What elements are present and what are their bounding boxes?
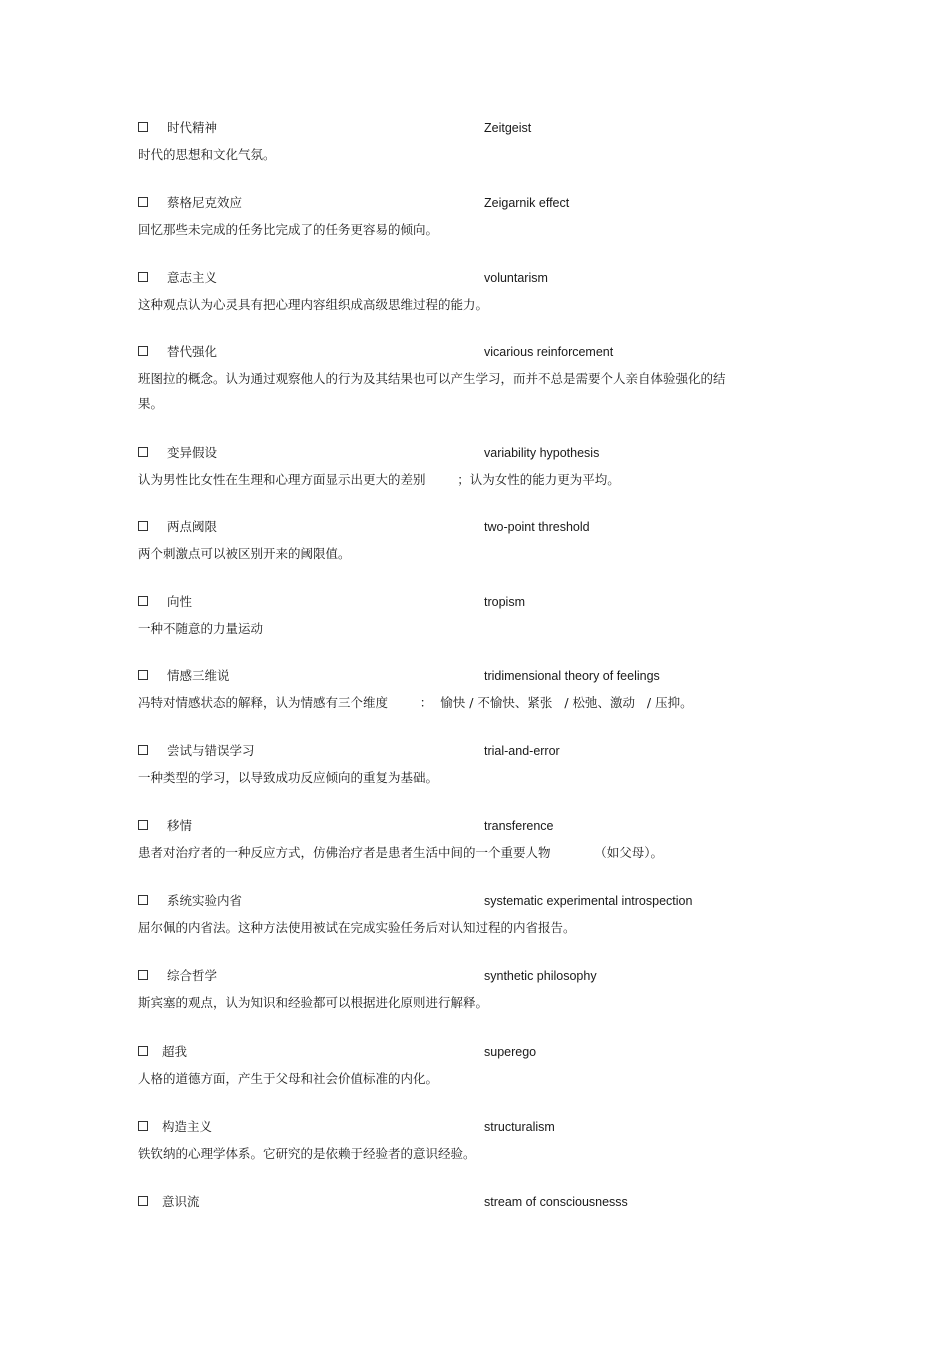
term-line: [138, 342, 778, 362]
checkbox-icon: [138, 122, 148, 132]
term-line: [138, 1042, 778, 1062]
glossary-entry-two-point-threshold: [138, 517, 778, 566]
definition: 班图拉的概念。认为通过观察他人的行为及其结果也可以产生学习，而并不总是需要个人亲自体验强化的结 果。: [138, 371, 726, 411]
definition: 这种观点认为心灵具有把心理内容组织成高级思维过程的能力。: [138, 297, 489, 312]
glossary-entry-tridimensional-theory: [138, 666, 778, 715]
glossary-entry-zeitgeist: [138, 118, 778, 167]
glossary-entry-transference: [138, 816, 778, 865]
english-term: superego: [484, 1045, 537, 1059]
glossary-entry-voluntarism: [138, 268, 778, 317]
checkbox-icon: [138, 670, 148, 680]
term-line: [138, 666, 778, 686]
definition: 斯宾塞的观点，认为知识和经验都可以根据进化原则进行解释。: [138, 995, 489, 1010]
english-term: two-point threshold: [484, 520, 590, 534]
chinese-term: 系统实验内省: [167, 893, 243, 908]
checkbox-icon: [138, 596, 148, 606]
term-line: [138, 517, 778, 537]
english-term: synthetic philosophy: [484, 969, 597, 983]
glossary-entry-synthetic-philosophy: [138, 966, 778, 1015]
definition: 一种不随意的力量运动: [138, 621, 264, 636]
term-line: [138, 1192, 778, 1212]
checkbox-icon: [138, 1121, 148, 1131]
english-term: trial-and-error: [484, 744, 560, 758]
checkbox-icon: [138, 970, 148, 980]
glossary-entry-trial-and-error: [138, 741, 778, 790]
glossary-entry-structuralism: [138, 1117, 778, 1166]
checkbox-icon: [138, 197, 148, 207]
definition: 两个刺激点可以被区别开来的阈限值。: [138, 546, 351, 561]
term-line: [138, 443, 778, 463]
chinese-term: 情感三维说: [167, 668, 230, 683]
term-line: [138, 592, 778, 612]
term-line: [138, 268, 778, 288]
definition: 时代的思想和文化气氛。: [138, 147, 276, 162]
chinese-term: 移情: [167, 818, 193, 833]
definition: 患者对治疗者的一种反应方式，仿佛治疗者是患者生活中间的一个重要人物 （如父母）。: [138, 845, 663, 860]
chinese-term: 超我: [162, 1044, 188, 1059]
term-line: [138, 741, 778, 761]
checkbox-icon: [138, 346, 148, 356]
english-term: tropism: [484, 595, 525, 609]
checkbox-icon: [138, 272, 148, 282]
checkbox-icon: [138, 820, 148, 830]
english-term: stream of consciousnesss: [484, 1195, 628, 1209]
chinese-term: 变异假设: [167, 445, 218, 460]
checkbox-icon: [138, 745, 148, 755]
checkbox-icon: [138, 895, 148, 905]
chinese-term: 时代精神: [167, 120, 218, 135]
glossary-entry-tropism: [138, 592, 778, 641]
definition: 屈尔佩的内省法。这种方法使用被试在完成实验任务后对认知过程的内省报告。: [138, 920, 576, 935]
english-term: Zeitgeist: [484, 121, 532, 135]
english-term: structuralism: [484, 1120, 555, 1134]
definition: 人格的道德方面，产生于父母和社会价值标准的内化。: [138, 1071, 439, 1086]
term-line: [138, 193, 778, 213]
term-line: [138, 1117, 778, 1137]
term-line: [138, 118, 778, 138]
english-term: vicarious reinforcement: [484, 345, 614, 359]
term-line: [138, 966, 778, 986]
chinese-term: 替代强化: [167, 344, 218, 359]
checkbox-icon: [138, 521, 148, 531]
definition: 冯特对情感状态的解释，认为情感有三个维度 ： 愉快 / 不愉快、紧张 / 松弛、激动 / 压抑。: [138, 695, 693, 710]
english-term: systematic experimental introspection: [484, 894, 693, 908]
chinese-term: 综合哲学: [167, 968, 218, 983]
glossary-entry-variability-hypothesis: [138, 443, 778, 492]
chinese-term: 蔡格尼克效应: [167, 195, 243, 210]
glossary-entry-stream-of-consciousness: [138, 1192, 778, 1212]
glossary-entry-zeigarnik: [138, 193, 778, 242]
chinese-term: 意志主义: [167, 270, 218, 285]
english-term: transference: [484, 819, 554, 833]
chinese-term: 构造主义: [162, 1119, 213, 1134]
definition: 一种类型的学习，以导致成功反应倾向的重复为基础。: [138, 770, 439, 785]
english-term: voluntarism: [484, 271, 548, 285]
english-term: Zeigarnik effect: [484, 196, 570, 210]
glossary-entry-superego: [138, 1042, 778, 1091]
checkbox-icon: [138, 1196, 148, 1206]
glossary-entry-systematic-experimental-introspection: [138, 891, 778, 940]
checkbox-icon: [138, 1046, 148, 1056]
english-term: tridimensional theory of feelings: [484, 669, 660, 683]
definition: 认为男性比女性在生理和心理方面显示出更大的差别 ；认为女性的能力更为平均。: [138, 472, 620, 487]
chinese-term: 尝试与错误学习: [167, 743, 255, 758]
term-line: [138, 891, 778, 911]
english-term: variability hypothesis: [484, 446, 600, 460]
term-line: [138, 816, 778, 836]
chinese-term: 意识流: [162, 1194, 200, 1209]
definition: 铁钦纳的心理学体系。它研究的是依赖于经验者的意识经验。: [138, 1146, 476, 1161]
glossary-entry-vicarious-reinforcement: [138, 342, 778, 416]
chinese-term: 两点阈限: [167, 519, 218, 534]
chinese-term: 向性: [167, 594, 193, 609]
checkbox-icon: [138, 447, 148, 457]
definition: 回忆那些未完成的任务比完成了的任务更容易的倾向。: [138, 222, 439, 237]
